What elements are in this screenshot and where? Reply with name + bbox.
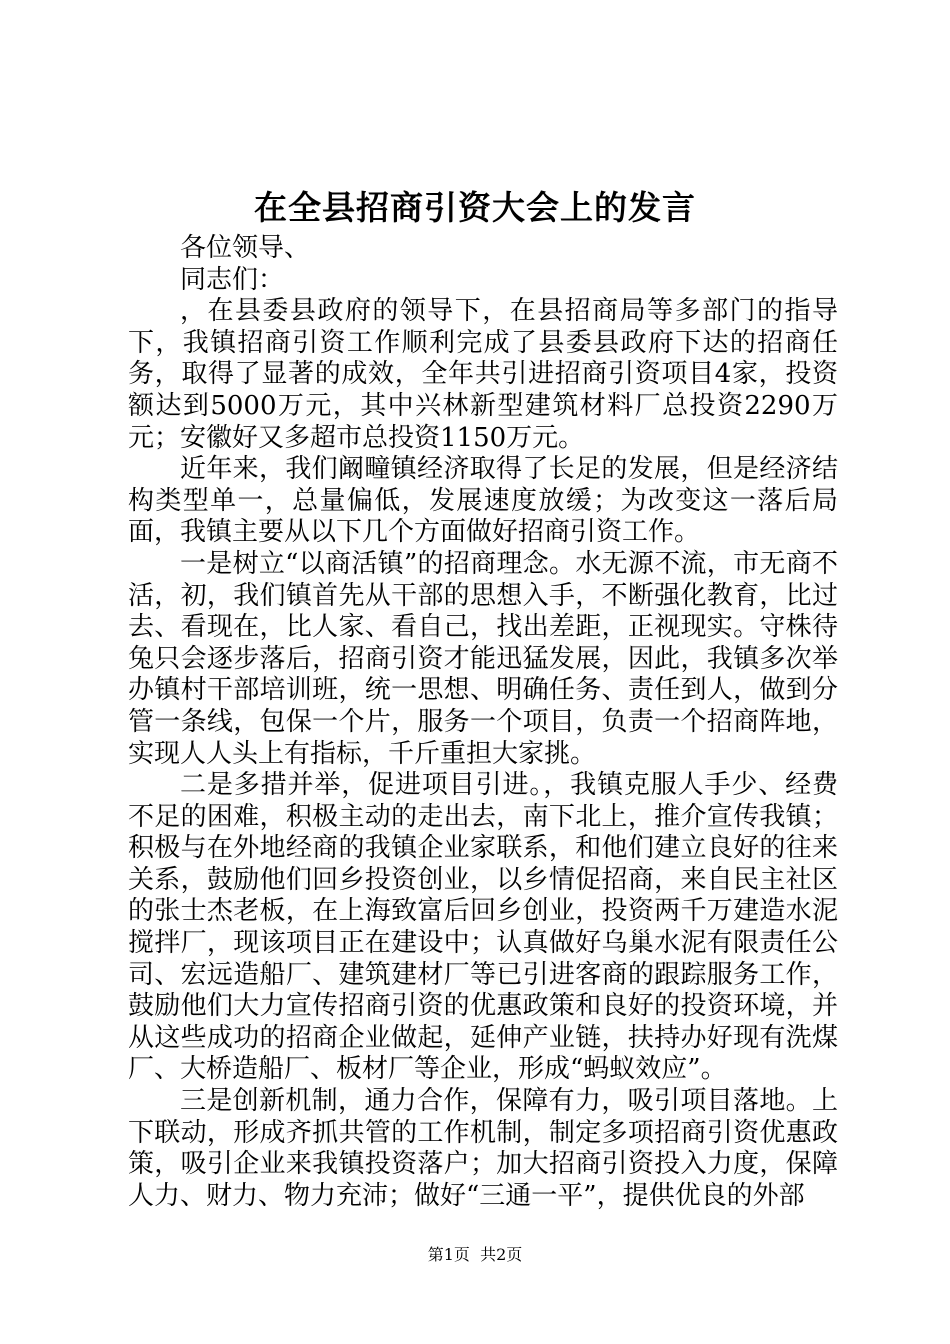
body-paragraph: 近年来，我们阚疃镇经济取得了长足的发展，但是经济结构类型单一，总量偏低，发展速度放缓；为改变这一落后局面，我镇主要从以下几个方面做好招商引资工作。 <box>128 454 838 548</box>
footer-separator <box>470 1245 480 1264</box>
body-paragraph: ，在县委县政府的领导下，在县招商局等多部门的指导下，我镇招商引资工作顺利完成了县委县政府下达的招商任务，取得了显著的成效，全年共引进招商引资项目4家，投资额达到5000万元，其中兴林新型建筑材料厂总投资2290万元；安徽好又多超市总投资1150万元。 <box>128 296 838 453</box>
page-total: 共2页 <box>480 1245 523 1264</box>
body-paragraph: 二是多措并举，促进项目引进。，我镇克服人手少、经费不足的困难，积极主动的走出去，南下北上，推介宣传我镇；积极与在外地经商的我镇企业家联系，和他们建立良好的往来关系，鼓励他们回乡投资创业，以乡情促招商，来自民主社区的张士杰老板，在上海致富后回乡创业，投资两千万建造水泥搅拌厂，现该项目正在建设中；认真做好乌巢水泥有限责任公司、宏远造船厂、建筑建材厂等已引进客商的跟踪服务工作，鼓励他们大力宣传招商引资的优惠政策和良好的投资环境，并从这些成功的招商企业做起，延伸产业链，扶持办好现有洗煤厂、大桥造船厂、板材厂等企业，形成“蚂蚁效应”。 <box>128 770 838 1085</box>
page-number: 第1页 <box>427 1245 470 1264</box>
page-footer <box>0 1244 950 1266</box>
salutation-line: 同志们： <box>180 264 285 295</box>
document-title: 在全县招商引资大会上的发言 <box>254 188 696 227</box>
salutation-line: 各位领导、 <box>180 233 311 263</box>
document-body <box>128 233 838 1212</box>
body-paragraph: 一是树立“以商活镇”的招商理念。水无源不流，市无商不活，初，我们镇首先从干部的思想入手，不断强化教育，比过去、看现在，比人家、看自己，找出差距，正视现实。守株待兔只会逐步落后，招商引资才能迅猛发展，因此，我镇多次举办镇村干部培训班，统一思想、明确任务、责任到人，做到分管一条线，包保一个片，服务一个项目，负责一个招商阵地，实现人人头上有指标，千斤重担大家挑。 <box>128 548 838 769</box>
body-paragraph: 三是创新机制，通力合作，保障有力，吸引项目落地。上下联动，形成齐抓共管的工作机制，制定多项招商引资优惠政策，吸引企业来我镇投资落户；加大招商引资投入力度，保障人力、财力、物力充沛；做好“三通一平”，提供优良的外部 <box>128 1086 838 1211</box>
